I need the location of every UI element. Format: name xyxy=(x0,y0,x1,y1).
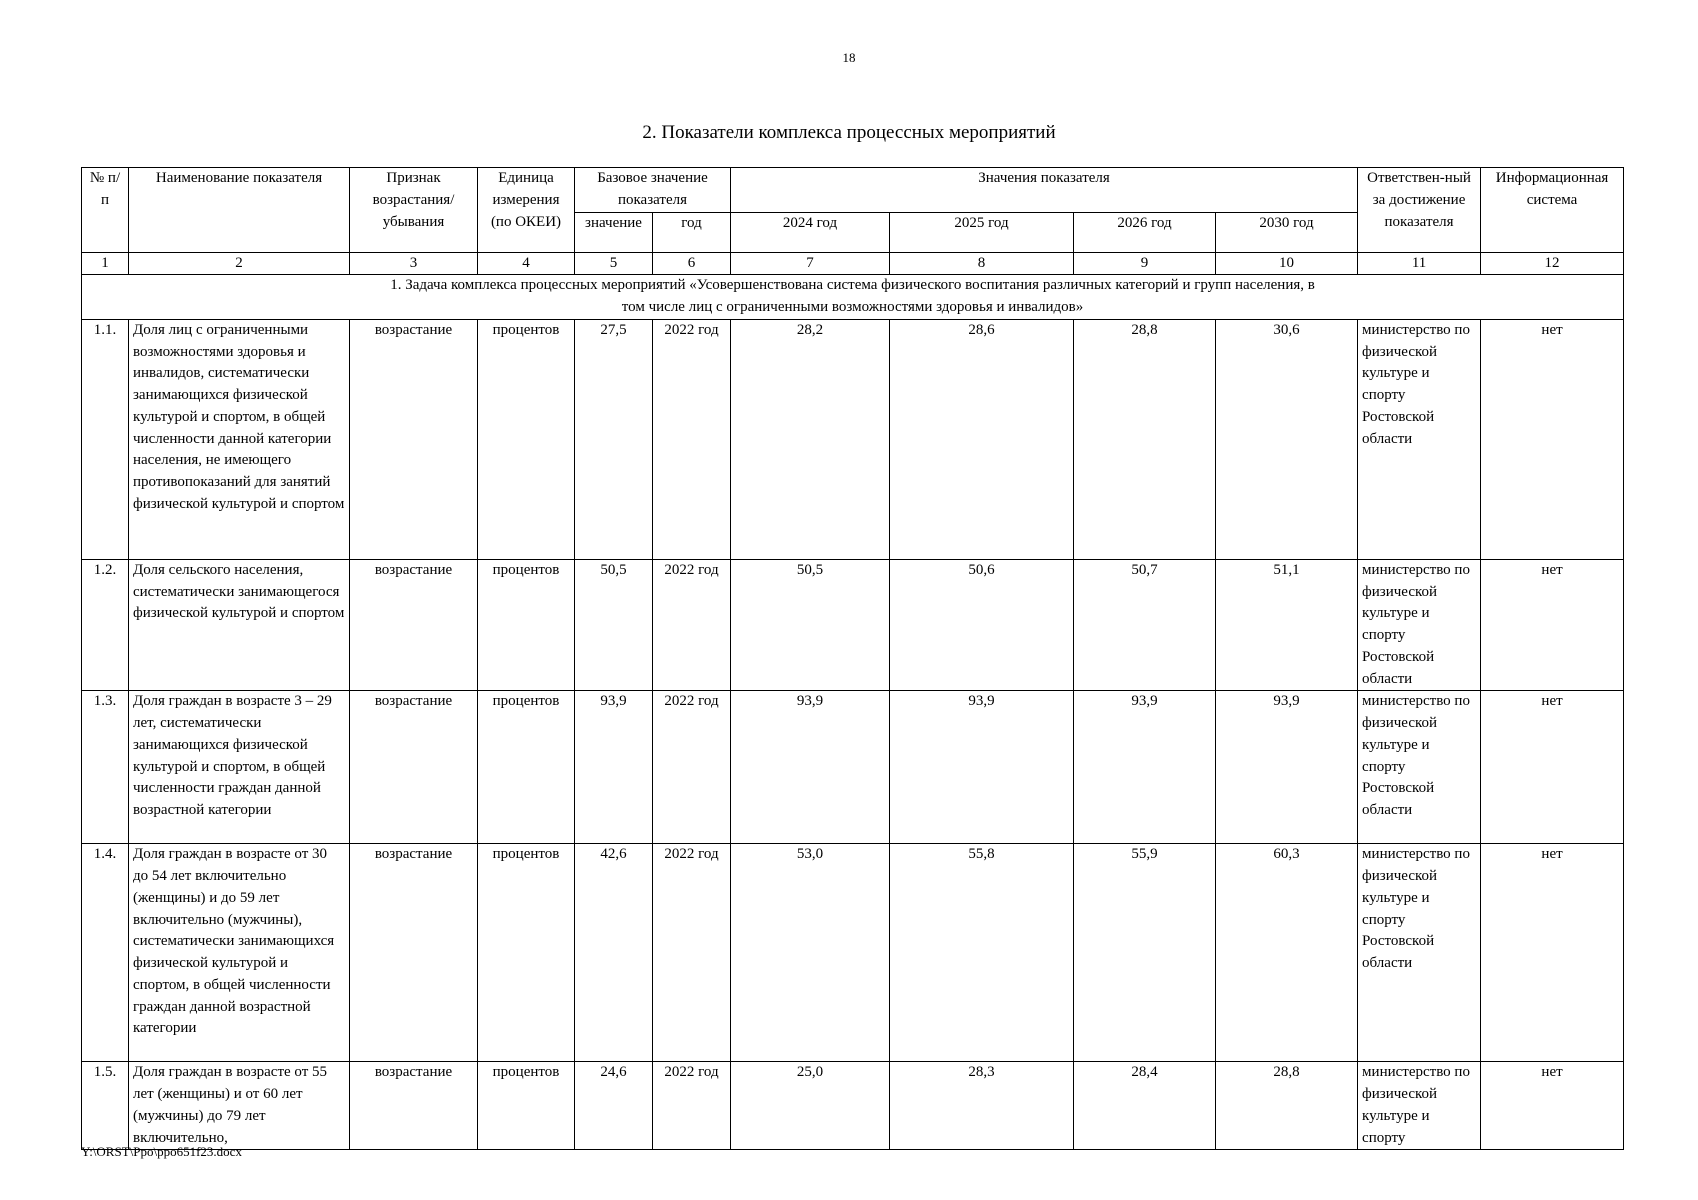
row-base-year: 2022 год xyxy=(653,319,731,559)
row-name: Доля лиц с ограниченными возможностями здоровья и инвалидов, систематически занимающихся физической культурой и спортом, в общей численности данной категории населения, не имеющего противопоказаний для занятий физической культурой и спортом xyxy=(129,319,350,559)
row-2024: 25,0 xyxy=(731,1062,890,1150)
col-number: 12 xyxy=(1481,252,1624,275)
col-number: 10 xyxy=(1216,252,1358,275)
row-2030: 93,9 xyxy=(1216,691,1358,844)
row-infosys: нет xyxy=(1481,844,1624,1062)
header-name: Наименование показателя xyxy=(129,168,350,253)
row-infosys: нет xyxy=(1481,1062,1624,1150)
row-2026: 55,9 xyxy=(1074,844,1216,1062)
row-2024: 50,5 xyxy=(731,559,890,691)
row-unit: процентов xyxy=(478,559,575,691)
col-number: 5 xyxy=(575,252,653,275)
row-no: 1.5. xyxy=(82,1062,129,1150)
row-sign: возрастание xyxy=(350,691,478,844)
col-number: 7 xyxy=(731,252,890,275)
row-base-value: 24,6 xyxy=(575,1062,653,1150)
row-base-value: 27,5 xyxy=(575,319,653,559)
col-number: 8 xyxy=(890,252,1074,275)
row-base-year: 2022 год xyxy=(653,691,731,844)
row-name: Доля граждан в возрасте 3 – 29 лет, систематически занимающихся физической культурой и спортом, в общей численности граждан данной возрастной категории xyxy=(129,691,350,844)
row-sign: возрастание xyxy=(350,559,478,691)
row-2025: 28,6 xyxy=(890,319,1074,559)
footer-file-path: Y:\ORST\Ppo\ppo651f23.docx xyxy=(81,1144,242,1159)
row-responsible: министерство по физической культуре и спорту Ростовской области xyxy=(1358,559,1481,691)
task-heading: 1. Задача комплекса процессных мероприятий «Усовершенствована система физического воспитания различных категорий и групп населения, в том числе лиц с ограниченными возможностями здоровья и инвалидов» xyxy=(82,275,1624,320)
row-base-year: 2022 год xyxy=(653,844,731,1062)
row-2024: 28,2 xyxy=(731,319,890,559)
row-2025: 93,9 xyxy=(890,691,1074,844)
row-base-value: 93,9 xyxy=(575,691,653,844)
row-infosys: нет xyxy=(1481,691,1624,844)
col-number: 11 xyxy=(1358,252,1481,275)
table-row xyxy=(82,319,1624,559)
table-row xyxy=(82,559,1624,691)
header-row xyxy=(82,168,1624,213)
row-no: 1.2. xyxy=(82,559,129,691)
row-name: Доля граждан в возрасте от 30 до 54 лет включительно (женщины) и до 59 лет включительно (мужчины), систематически занимающихся физической культурой и спортом, в общей численности граждан данной возрастной категории xyxy=(129,844,350,1062)
col-number: 9 xyxy=(1074,252,1216,275)
header-no: № п/п xyxy=(82,168,129,253)
page-number: 18 xyxy=(842,50,856,65)
header-responsible: Ответствен-ный за достижение показателя xyxy=(1358,168,1481,253)
row-2026: 28,8 xyxy=(1074,319,1216,559)
row-name: Доля сельского населения, систематически занимающегося физической культурой и спортом xyxy=(129,559,350,691)
row-responsible: министерство по физической культуре и спорту Ростовской области xyxy=(1358,319,1481,559)
row-unit: процентов xyxy=(478,319,575,559)
header-base-value: значение xyxy=(575,212,653,252)
row-no: 1.4. xyxy=(82,844,129,1062)
row-responsible: министерство по физической культуре и спорту xyxy=(1358,1062,1481,1150)
header-sign: Признак возрастания/ убывания xyxy=(350,168,478,253)
row-responsible: министерство по физической культуре и спорту Ростовской области xyxy=(1358,691,1481,844)
row-2026: 50,7 xyxy=(1074,559,1216,691)
row-2030: 60,3 xyxy=(1216,844,1358,1062)
row-name: Доля граждан в возрасте от 55 лет (женщины) и от 60 лет (мужчины) до 79 лет включительно, xyxy=(129,1062,350,1150)
row-no: 1.3. xyxy=(82,691,129,844)
col-number: 2 xyxy=(129,252,350,275)
page-title: 2. Показатели комплекса процессных мероприятий xyxy=(642,122,1056,143)
header-2030: 2030 год xyxy=(1216,212,1358,252)
table-row xyxy=(82,691,1624,844)
row-sign: возрастание xyxy=(350,844,478,1062)
col-number: 1 xyxy=(82,252,129,275)
row-base-year: 2022 год xyxy=(653,559,731,691)
row-unit: процентов xyxy=(478,691,575,844)
row-unit: процентов xyxy=(478,1062,575,1150)
table-row xyxy=(82,1062,1624,1150)
row-sign: возрастание xyxy=(350,1062,478,1150)
col-number: 4 xyxy=(478,252,575,275)
row-sign: возрастание xyxy=(350,319,478,559)
col-number: 3 xyxy=(350,252,478,275)
header-base-year: год xyxy=(653,212,731,252)
row-2030: 51,1 xyxy=(1216,559,1358,691)
row-2030: 28,8 xyxy=(1216,1062,1358,1150)
table-row xyxy=(82,844,1624,1062)
column-numbers-row xyxy=(82,252,1624,275)
header-values: Значения показателя xyxy=(731,168,1358,213)
row-2030: 30,6 xyxy=(1216,319,1358,559)
row-2025: 50,6 xyxy=(890,559,1074,691)
task-row xyxy=(82,275,1624,320)
row-2024: 93,9 xyxy=(731,691,890,844)
row-infosys: нет xyxy=(1481,559,1624,691)
header-base: Базовое значение показателя xyxy=(575,168,731,213)
header-infosys: Информационная система xyxy=(1481,168,1624,253)
row-infosys: нет xyxy=(1481,319,1624,559)
row-2025: 55,8 xyxy=(890,844,1074,1062)
row-2026: 93,9 xyxy=(1074,691,1216,844)
row-base-value: 50,5 xyxy=(575,559,653,691)
col-number: 6 xyxy=(653,252,731,275)
indicators-table xyxy=(81,167,1624,1150)
row-base-value: 42,6 xyxy=(575,844,653,1062)
row-2026: 28,4 xyxy=(1074,1062,1216,1150)
header-2026: 2026 год xyxy=(1074,212,1216,252)
header-2024: 2024 год xyxy=(731,212,890,252)
row-2025: 28,3 xyxy=(890,1062,1074,1150)
row-base-year: 2022 год xyxy=(653,1062,731,1150)
header-unit: Единица измерения (по ОКЕИ) xyxy=(478,168,575,253)
row-2024: 53,0 xyxy=(731,844,890,1062)
row-unit: процентов xyxy=(478,844,575,1062)
row-no: 1.1. xyxy=(82,319,129,559)
row-responsible: министерство по физической культуре и спорту Ростовской области xyxy=(1358,844,1481,1062)
header-2025: 2025 год xyxy=(890,212,1074,252)
